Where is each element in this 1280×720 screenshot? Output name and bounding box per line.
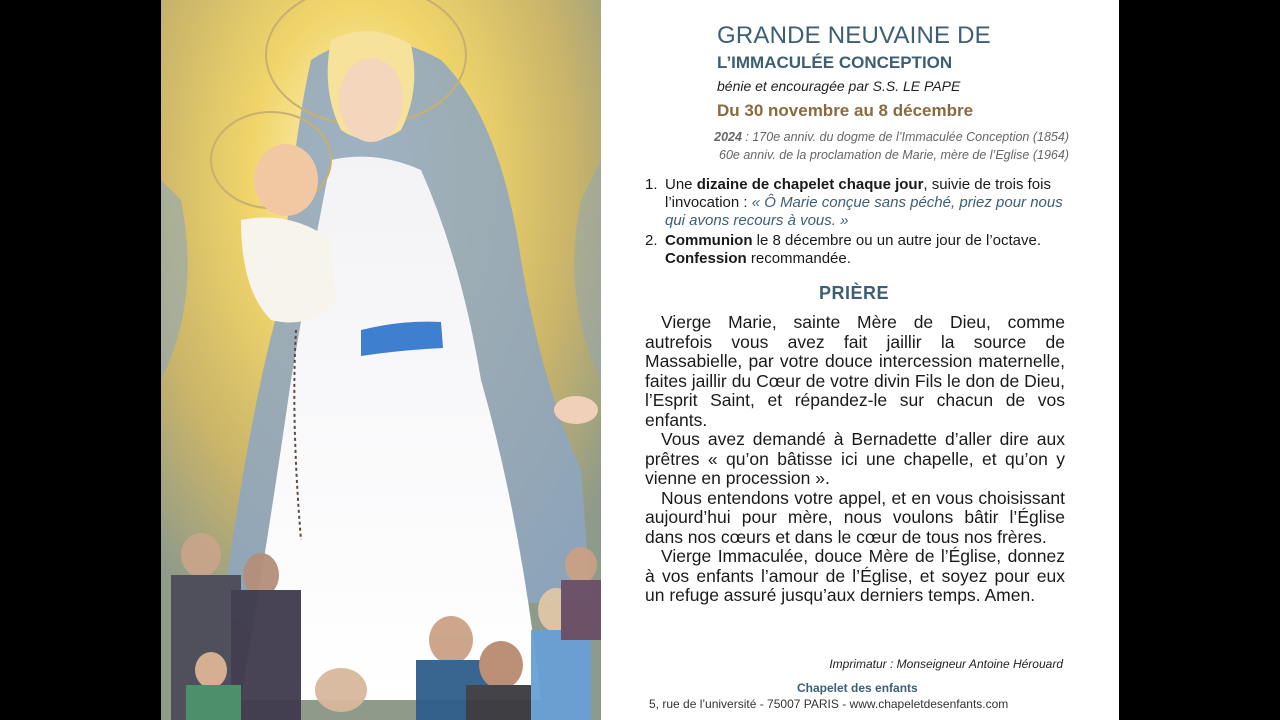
anniversary-note [689,128,1069,164]
instruction-bold: dizaine de chapelet chaque jour [696,176,924,193]
virgin-and-child-painting [161,0,601,720]
prayer-card [161,0,1119,720]
prayer-paragraph: Vierge Immaculée, douce Mère de l’Église, donnez à vos enfants l’amour de l’Église, et soyez pour eux un refuge assuré jusqu’aux derniers temps. Amen. [645,546,1065,605]
instruction-text: le 8 décembre ou un autre jour de l’octave. [752,232,1042,249]
blessed-subtitle: bénie et encouragée par S.S. LE PAPE [717,78,961,94]
anniversary-line-1: : 170e anniv. du dogme de l’Immaculée Conception (1854) [741,130,1069,144]
prayer-paragraph: Vierge Marie, sainte Mère de Dieu, comme autrefois vous avez fait jaillir la source de Massabielle, par votre douce intercession maternelle, faites jaillir du Cœur de votre divin Fils le don de Dieu, l’Esprit Saint, et répandez-le sur chacun de vos enfants. [645,312,1065,430]
anniversary-year: 2024 [714,130,742,144]
invocation-text: « Ô Marie conçue sans péché, priez pour nous qui avons recours à vous. » [665,194,1063,229]
anniversary-line-2: 60e anniv. de la proclamation de Marie, mère de l’Eglise (1964) [719,148,1069,162]
imprimatur: Imprimatur : Monseigneur Antoine Hérouard [829,657,1063,671]
instruction-text: Une [665,176,697,193]
prayer-paragraph: Vous avez demandé à Bernadette d’aller dire aux prêtres « qu’on bâtisse ici une chapelle, et qu’on y vienne en procession ». [645,429,1065,488]
publisher-address: 5, rue de l’université - 75007 PARIS - www.chapeletdesenfants.com [649,697,1009,711]
instruction-number: 2. [645,232,658,249]
instruction-text: recommandée. [746,250,851,267]
instruction-item [645,232,1065,268]
title-line-1: GRANDE NEUVAINE DE [717,22,991,49]
prayer-heading: PRIÈRE [819,283,890,303]
instruction-item [645,176,1065,230]
painting-image [161,0,601,720]
instruction-bold: Communion [665,232,753,249]
instruction-text: , suivie de trois fois l’invocation : [665,176,1051,211]
prayer-paragraph: Nous entendons votre appel, et en vous choisissant aujourd’hui pour mère, nous voulons bâtir l’Église dans nos cœurs et dans le cœur de tous nos frères. [645,487,1065,547]
instruction-number: 1. [645,176,658,193]
title-line-2: L’IMMACULÉE CONCEPTION [717,53,953,72]
prayer-body [645,313,1065,606]
instructions-list [645,176,1065,270]
novena-text-panel [619,0,1119,720]
novena-dates: Du 30 novembre au 8 décembre [717,101,974,120]
publisher-name: Chapelet des enfants [797,681,918,695]
instruction-bold: Confession [665,250,747,267]
